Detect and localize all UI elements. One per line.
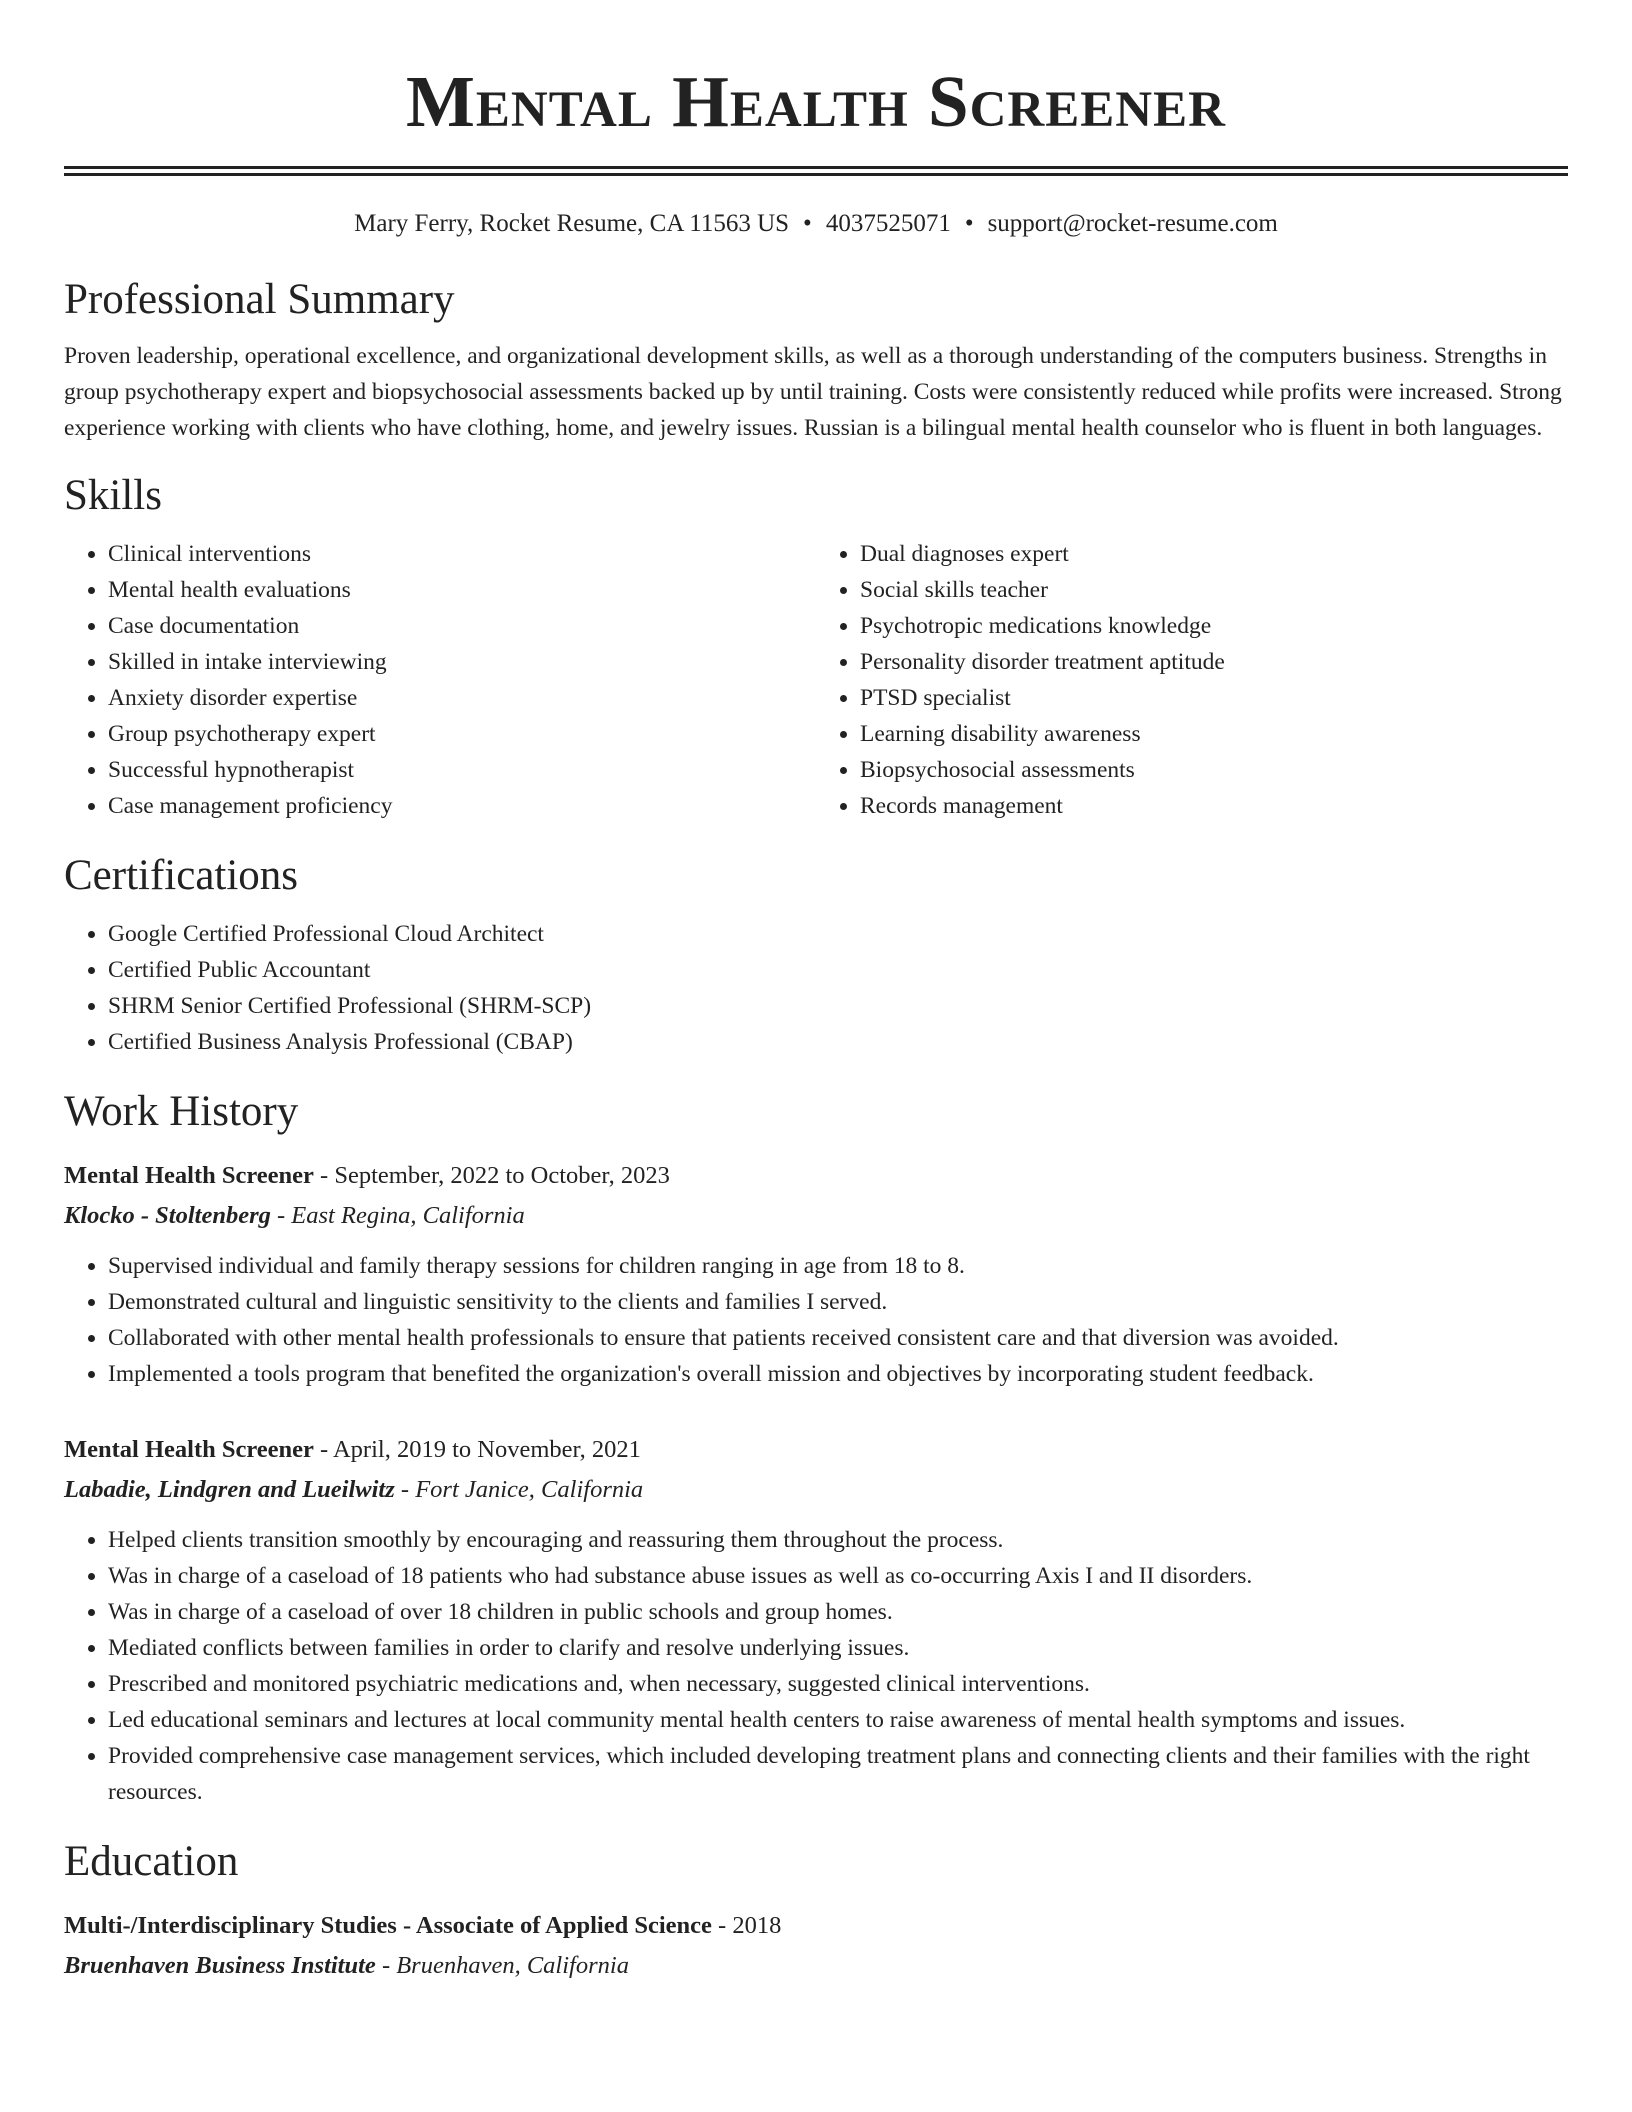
company-location: - East Regina, California bbox=[270, 1202, 525, 1229]
contact-phone: 4037525071 bbox=[825, 210, 951, 237]
skills-section bbox=[64, 470, 1568, 824]
skills-columns bbox=[64, 536, 1568, 824]
list-item: • Certified Public Accountant bbox=[108, 952, 1568, 988]
education-section bbox=[64, 1836, 1568, 1986]
job-entry bbox=[64, 1430, 1568, 1810]
school-location: - Bruenhaven, California bbox=[375, 1952, 629, 1979]
contact-email: support@rocket-resume.com bbox=[987, 210, 1278, 237]
school-line bbox=[64, 1946, 1568, 1986]
list-item: • Was in charge of a caseload of over 18 children in public schools and group homes. bbox=[108, 1594, 1568, 1630]
list-item: • Records management bbox=[860, 788, 1568, 824]
company-line bbox=[64, 1196, 1568, 1236]
list-item: • Skilled in intake interviewing bbox=[108, 644, 816, 680]
list-item: • Mental health evaluations bbox=[108, 572, 816, 608]
job-entry bbox=[64, 1156, 1568, 1392]
list-item: • Successful hypnotherapist bbox=[108, 752, 816, 788]
skills-heading: Skills bbox=[64, 472, 162, 519]
list-item: • Psychotropic medications knowledge bbox=[860, 608, 1568, 644]
list-item: • Dual diagnoses expert bbox=[860, 536, 1568, 572]
contact-line bbox=[64, 208, 1568, 240]
list-item: • Google Certified Professional Cloud Architect bbox=[108, 916, 1568, 952]
list-item: • Supervised individual and family therapy sessions for children ranging in age from 18 to 8. bbox=[108, 1248, 1568, 1284]
skills-list-left bbox=[64, 536, 816, 824]
contact-separator: • bbox=[964, 210, 974, 237]
list-item: • Collaborated with other mental health professionals to ensure that patients received consistent care and that diversion was avoided. bbox=[108, 1320, 1568, 1356]
skills-list-right bbox=[816, 536, 1568, 824]
list-item: • Group psychotherapy expert bbox=[108, 716, 816, 752]
degree-line bbox=[64, 1906, 1568, 1946]
title-divider bbox=[64, 166, 1568, 176]
list-item: • Learning disability awareness bbox=[860, 716, 1568, 752]
education-entry bbox=[64, 1906, 1568, 1986]
list-item: • Led educational seminars and lectures at local community mental health centers to raise awareness of mental health symptoms and issues. bbox=[108, 1702, 1568, 1738]
company-line bbox=[64, 1470, 1568, 1510]
list-item: • Social skills teacher bbox=[860, 572, 1568, 608]
list-item: • Provided comprehensive case management services, which included developing treatment plans and connecting clients and their families with the right resources. bbox=[108, 1738, 1568, 1810]
job-dates: - September, 2022 to October, 2023 bbox=[313, 1162, 670, 1189]
job-title: Mental Health Screener bbox=[64, 1436, 314, 1463]
school-name: Bruenhaven Business Institute bbox=[64, 1952, 376, 1979]
list-item: • Mediated conflicts between families in order to clarify and resolve underlying issues. bbox=[108, 1630, 1568, 1666]
company-name: Klocko - Stoltenberg bbox=[64, 1202, 271, 1229]
job-dates: - April, 2019 to November, 2021 bbox=[313, 1436, 641, 1463]
list-item: • Prescribed and monitored psychiatric medications and, when necessary, suggested clinical interventions. bbox=[108, 1666, 1568, 1702]
summary-heading: Professional Summary bbox=[64, 276, 455, 323]
job-bullets bbox=[64, 1522, 1568, 1810]
list-item: • Personality disorder treatment aptitude bbox=[860, 644, 1568, 680]
list-item: • Demonstrated cultural and linguistic sensitivity to the clients and families I served. bbox=[108, 1284, 1568, 1320]
list-item: • Case management proficiency bbox=[108, 788, 816, 824]
certifications-list bbox=[64, 916, 1568, 1060]
work-history-heading: Work History bbox=[64, 1088, 299, 1135]
education-heading: Education bbox=[64, 1838, 239, 1885]
job-title: Mental Health Screener bbox=[64, 1162, 314, 1189]
summary-text: Proven leadership, operational excellence, and organizational development skills, as well as a thorough understanding of the computers business. Strengths in group psychotherapy expert and biopsychosocial assessments backed up by until training. Costs were consistently reduced while profits were increased. Strong experience working with clients who have clothing, home, and jewelry issues. Russian is a bilingual mental health counselor who is fluent in both languages. bbox=[64, 343, 1562, 441]
list-item: • PTSD specialist bbox=[860, 680, 1568, 716]
list-item: • Was in charge of a caseload of 18 patients who had substance abuse issues as well as co-occurring Axis I and II disorders. bbox=[108, 1558, 1568, 1594]
certifications-section bbox=[64, 850, 1568, 1060]
page-title: Mental Health Screener bbox=[406, 61, 1226, 142]
list-item: • Clinical interventions bbox=[108, 536, 816, 572]
job-title-line bbox=[64, 1156, 1568, 1196]
list-item: • SHRM Senior Certified Professional (SHRM-SCP) bbox=[108, 988, 1568, 1024]
company-location: - Fort Janice, California bbox=[394, 1476, 644, 1503]
list-item: • Implemented a tools program that benefited the organization's overall mission and objectives by incorporating student feedback. bbox=[108, 1356, 1568, 1392]
work-history-section bbox=[64, 1086, 1568, 1810]
contact-separator: • bbox=[803, 210, 812, 237]
degree-year: - 2018 bbox=[711, 1912, 782, 1939]
certifications-heading: Certifications bbox=[64, 852, 299, 899]
contact-address: Mary Ferry, Rocket Resume, CA 11563 US bbox=[354, 210, 790, 237]
list-item: • Helped clients transition smoothly by encouraging and reassuring them throughout the process. bbox=[108, 1522, 1568, 1558]
company-name: Labadie, Lindgren and Lueilwitz bbox=[64, 1476, 395, 1503]
list-item: • Certified Business Analysis Professional (CBAP) bbox=[108, 1024, 1568, 1060]
list-item: • Anxiety disorder expertise bbox=[108, 680, 816, 716]
job-bullets bbox=[64, 1248, 1568, 1392]
degree-name: Multi-/Interdisciplinary Studies - Associate of Applied Science bbox=[64, 1912, 712, 1939]
list-item: • Biopsychosocial assessments bbox=[860, 752, 1568, 788]
summary-section bbox=[64, 274, 1568, 446]
job-title-line bbox=[64, 1430, 1568, 1470]
list-item: • Case documentation bbox=[108, 608, 816, 644]
